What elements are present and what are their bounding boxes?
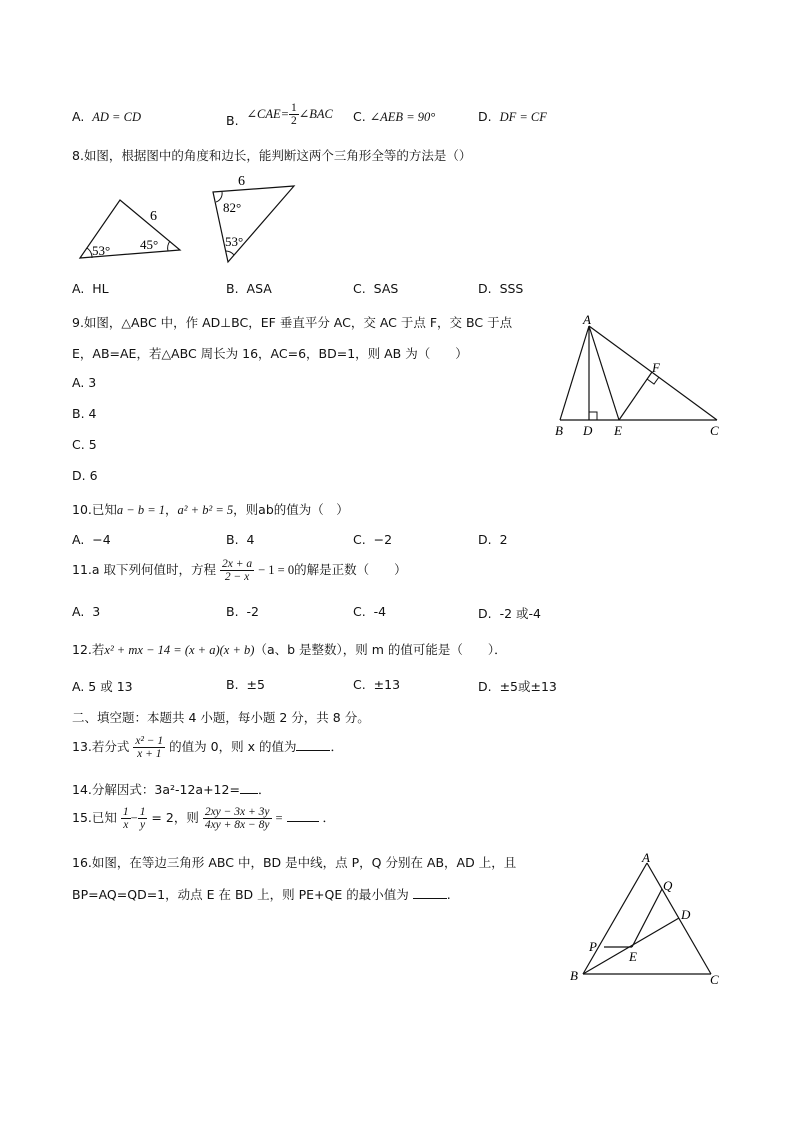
q8-option-b: B. ASA <box>226 281 272 296</box>
q9-figure <box>550 310 730 440</box>
q12-option-c: C. ±13 <box>353 677 401 692</box>
q8-stem: 8.如图，根据图中的角度和边长，能判断这两个三角形全等的方法是（） <box>72 148 472 163</box>
q11-option-c: C. -4 <box>353 604 387 619</box>
q16-fig-label-a: A <box>642 850 650 865</box>
q7-option-a: A. AD = CD <box>72 109 141 124</box>
q16-fig-label-b: B <box>570 968 578 983</box>
q12-option-a: A. 5 或 13 <box>72 679 133 694</box>
q9-option-d: D. 6 <box>72 468 98 483</box>
q9-option-a: A. 3 <box>72 375 97 390</box>
q10-option-c: C. −2 <box>353 532 393 547</box>
q9-option-c: C. 5 <box>72 437 97 452</box>
q11-option-d: D. -2 或-4 <box>478 606 541 621</box>
q16-stem-line1: 16.如图，在等边三角形 ABC 中，BD 是中线，点 P，Q 分别在 AB，AD 上，且 <box>72 855 517 870</box>
q16-fig-label-d: D <box>681 907 691 922</box>
q11-option-b: B. -2 <box>226 604 259 619</box>
q12-stem: 12.若x² + mx − 14 = (x + a)(x + b)（a、b 是整数），则 m 的值可能是（ ）． <box>72 642 507 657</box>
q16-fig-label-p: P <box>589 939 597 954</box>
q10-option-b: B. 4 <box>226 532 255 547</box>
q9-fig-label-f: F <box>652 360 660 375</box>
q8-fig-angle3: 82° <box>223 200 242 215</box>
q16-figure <box>565 848 730 990</box>
q9-stem-line1: 9.如图，△ABC 中，作 AD⊥BC，EF 垂直平分 AC，交 AC 于点 F，交 BC 于点 <box>72 315 513 330</box>
q12-option-d: D. ±5或±13 <box>478 679 557 694</box>
q12-option-b: B. ±5 <box>226 677 265 692</box>
q9-fig-label-d: D <box>583 423 593 438</box>
q16-stem-line2: BP=AQ=QD=1，动点 E 在 BD 上，则 PE+QE 的最小值为 . <box>72 887 451 902</box>
q8-option-c: C. SAS <box>353 281 399 296</box>
q16-fig-label-e: E <box>629 949 637 964</box>
q7-option-d: D. DF = CF <box>478 109 547 124</box>
q14-stem: 14.分解因式：3a²-12a+12= ． <box>72 782 271 797</box>
q15-stem: 15.已知 $\frac{1}{x}$ − $\frac{1}{y}$ = 2，则 $\frac{2xy - 3x + 3y}{4xy + 8x - 8y}$ = ． <box>72 806 336 831</box>
q11-option-a: A. 3 <box>72 604 101 619</box>
q8-figure <box>72 172 302 270</box>
q10-option-a: A. −4 <box>72 532 111 547</box>
q7-option-b: B. ∠CAE= $\frac{1}{2}$ ∠BAC <box>226 102 333 128</box>
q10-option-d: D. 2 <box>478 532 508 547</box>
q9-fig-label-e: E <box>614 423 622 438</box>
q9-fig-label-c: C <box>710 423 719 438</box>
q16-fig-label-q: Q <box>663 878 673 893</box>
q8-option-a: A. HL <box>72 281 109 296</box>
q16-fig-label-c: C <box>710 972 719 987</box>
q13-stem: 13.若分式 $\frac{\text{x² − 1}}{x + 1}$ 的值为 0，则 x 的值为 ． <box>72 735 343 760</box>
q9-fig-label-b: B <box>555 423 563 438</box>
section-heading: 二、填空题：本题共 4 小题，每小题 2 分，共 8 分。 <box>72 710 370 725</box>
q8-fig-side2: 6 <box>238 174 245 189</box>
q8-fig-angle1: 53° <box>92 243 111 258</box>
q9-stem-line2: E，AB=AE，若△ABC 周长为 16，AC=6，BD=1，则 AB 为（ ） <box>72 346 468 361</box>
q8-fig-side1: 6 <box>150 209 157 224</box>
q7-option-c: C. ∠AEB = 90° <box>353 109 436 124</box>
q9-fig-label-a: A <box>583 312 591 327</box>
q8-option-d: D. SSS <box>478 281 524 296</box>
q8-fig-angle4: 53° <box>225 234 244 249</box>
q8-fig-angle2: 45° <box>140 237 159 252</box>
q11-stem: 11.a 取下列何值时，方程 $\frac{2x + a}{2 - x}$ − 1 = 0的解是正数（ ） <box>72 558 407 583</box>
q10-stem: 10.已知a − b = 1，a² + b² = 5，则ab的值为（ ） <box>72 502 349 517</box>
q9-option-b: B. 4 <box>72 406 97 421</box>
